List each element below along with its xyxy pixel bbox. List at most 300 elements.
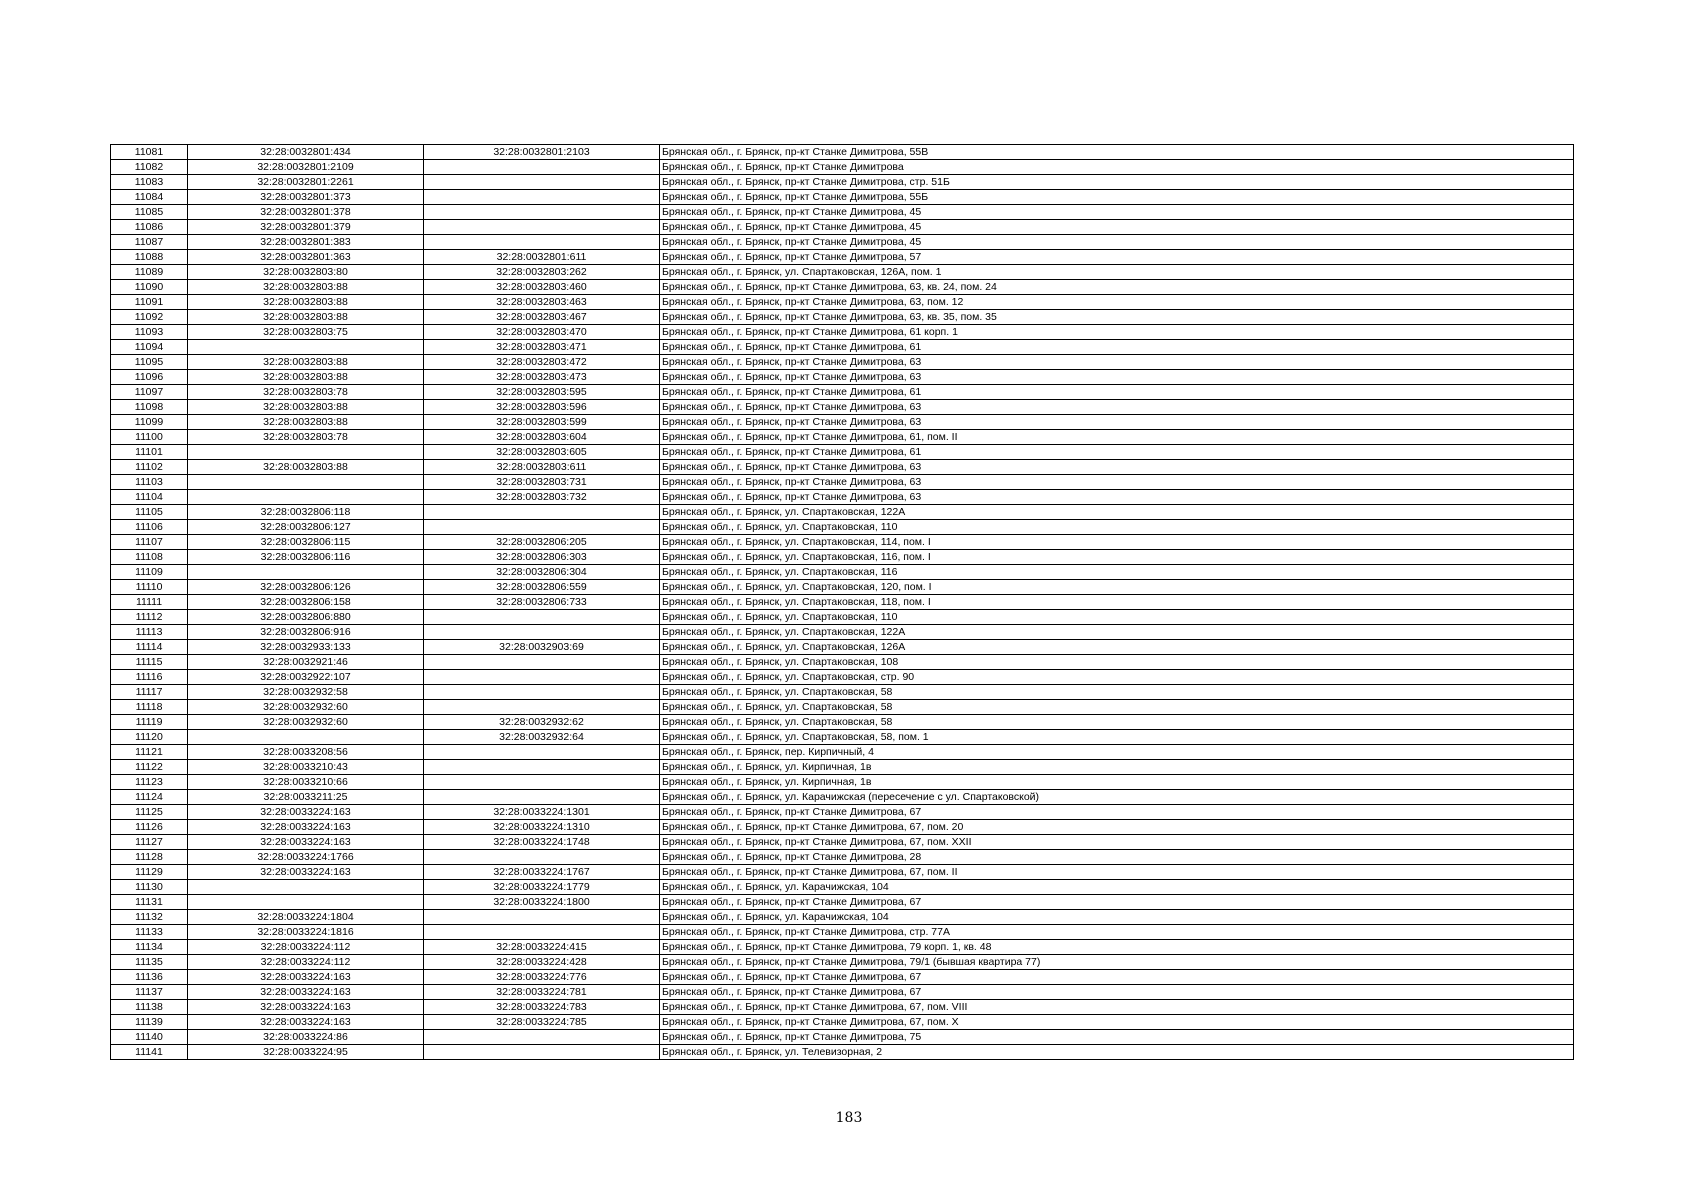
parcel-number-cell: 32:28:0033224:1766 (188, 850, 424, 865)
parcel-number-cell: 32:28:0033224:112 (188, 955, 424, 970)
parcel-number-cell (188, 475, 424, 490)
parcel-number-cell: 32:28:0033224:1816 (188, 925, 424, 940)
object-number-cell (424, 205, 660, 220)
address-cell: Брянская обл., г. Брянск, пр-кт Станке Димитрова, 28 (660, 850, 1574, 865)
object-number-cell: 32:28:0032803:467 (424, 310, 660, 325)
parcel-number-cell: 32:28:0032803:88 (188, 355, 424, 370)
table-row (111, 880, 1574, 895)
row-number-cell: 11086 (111, 220, 188, 235)
address-cell: Брянская обл., г. Брянск, пр-кт Станке Димитрова, 55В (660, 145, 1574, 160)
row-number-cell: 11091 (111, 295, 188, 310)
parcel-number-cell: 32:28:0032803:78 (188, 385, 424, 400)
parcel-number-cell (188, 880, 424, 895)
table-row (111, 700, 1574, 715)
parcel-number-cell: 32:28:0033210:43 (188, 760, 424, 775)
row-number-cell: 11100 (111, 430, 188, 445)
table-body (111, 145, 1574, 1060)
object-number-cell: 32:28:0033224:415 (424, 940, 660, 955)
address-cell: Брянская обл., г. Брянск, ул. Карачижская (пересечение с ул. Спартаковской) (660, 790, 1574, 805)
row-number-cell: 11114 (111, 640, 188, 655)
row-number-cell: 11095 (111, 355, 188, 370)
table-row (111, 340, 1574, 355)
object-number-cell: 32:28:0032806:733 (424, 595, 660, 610)
object-number-cell: 32:28:0033224:1748 (424, 835, 660, 850)
address-cell: Брянская обл., г. Брянск, ул. Спартаковская, 58 (660, 700, 1574, 715)
parcel-number-cell: 32:28:0032932:58 (188, 685, 424, 700)
object-number-cell (424, 925, 660, 940)
address-cell: Брянская обл., г. Брянск, пр-кт Станке Димитрова, 61 (660, 385, 1574, 400)
parcel-number-cell: 32:28:0032803:75 (188, 325, 424, 340)
table-row (111, 400, 1574, 415)
object-number-cell: 32:28:0032801:611 (424, 250, 660, 265)
table-row (111, 325, 1574, 340)
row-number-cell: 11097 (111, 385, 188, 400)
table-row (111, 1045, 1574, 1060)
row-number-cell: 11092 (111, 310, 188, 325)
parcel-number-cell: 32:28:0033224:163 (188, 805, 424, 820)
table-row (111, 745, 1574, 760)
table-row (111, 190, 1574, 205)
table-row (111, 385, 1574, 400)
parcel-number-cell: 32:28:0033224:163 (188, 1015, 424, 1030)
table-row (111, 145, 1574, 160)
address-cell: Брянская обл., г. Брянск, пр-кт Станке Димитрова, 67, пом. 20 (660, 820, 1574, 835)
row-number-cell: 11134 (111, 940, 188, 955)
table-row (111, 640, 1574, 655)
table-row (111, 310, 1574, 325)
object-number-cell (424, 775, 660, 790)
table-row (111, 205, 1574, 220)
parcel-number-cell: 32:28:0032806:880 (188, 610, 424, 625)
row-number-cell: 11122 (111, 760, 188, 775)
address-cell: Брянская обл., г. Брянск, ул. Кирпичная, 1в (660, 775, 1574, 790)
row-number-cell: 11124 (111, 790, 188, 805)
object-number-cell (424, 790, 660, 805)
row-number-cell: 11136 (111, 970, 188, 985)
address-cell: Брянская обл., г. Брянск, пр-кт Станке Димитрова, 79 корп. 1, кв. 48 (660, 940, 1574, 955)
parcel-number-cell: 32:28:0033210:66 (188, 775, 424, 790)
address-cell: Брянская обл., г. Брянск, пр-кт Станке Димитрова, 67, пом. VIII (660, 1000, 1574, 1015)
row-number-cell: 11105 (111, 505, 188, 520)
object-number-cell: 32:28:0033224:776 (424, 970, 660, 985)
table-row (111, 715, 1574, 730)
parcel-number-cell: 32:28:0033224:163 (188, 820, 424, 835)
address-cell: Брянская обл., г. Брянск, ул. Спартаковская, 58 (660, 685, 1574, 700)
table-row (111, 475, 1574, 490)
parcel-number-cell: 32:28:0032801:2109 (188, 160, 424, 175)
object-number-cell: 32:28:0033224:1301 (424, 805, 660, 820)
object-number-cell: 32:28:0032803:595 (424, 385, 660, 400)
object-number-cell: 32:28:0032803:731 (424, 475, 660, 490)
table-row (111, 250, 1574, 265)
address-cell: Брянская обл., г. Брянск, ул. Спартаковская, 114, пом. I (660, 535, 1574, 550)
address-cell: Брянская обл., г. Брянск, пр-кт Станке Димитрова, 61 (660, 445, 1574, 460)
object-number-cell: 32:28:0033224:1779 (424, 880, 660, 895)
parcel-number-cell: 32:28:0033224:86 (188, 1030, 424, 1045)
row-number-cell: 11133 (111, 925, 188, 940)
address-cell: Брянская обл., г. Брянск, пр-кт Станке Димитрова, стр. 77А (660, 925, 1574, 940)
row-number-cell: 11087 (111, 235, 188, 250)
parcel-number-cell: 32:28:0032803:88 (188, 370, 424, 385)
parcel-number-cell: 32:28:0033224:163 (188, 835, 424, 850)
table-row (111, 610, 1574, 625)
parcel-number-cell: 32:28:0033224:1804 (188, 910, 424, 925)
object-number-cell: 32:28:0033224:781 (424, 985, 660, 1000)
address-cell: Брянская обл., г. Брянск, ул. Спартаковская, 126А (660, 640, 1574, 655)
table-row (111, 355, 1574, 370)
address-cell: Брянская обл., г. Брянск, ул. Спартаковская, 110 (660, 610, 1574, 625)
object-number-cell: 32:28:0033224:428 (424, 955, 660, 970)
object-number-cell: 32:28:0032803:596 (424, 400, 660, 415)
parcel-number-cell: 32:28:0032801:379 (188, 220, 424, 235)
address-cell: Брянская обл., г. Брянск, пр-кт Станке Димитрова, 63 (660, 460, 1574, 475)
address-cell: Брянская обл., г. Брянск, ул. Спартаковская, 120, пом. I (660, 580, 1574, 595)
row-number-cell: 11137 (111, 985, 188, 1000)
parcel-number-cell (188, 565, 424, 580)
object-number-cell: 32:28:0032806:205 (424, 535, 660, 550)
table-row (111, 265, 1574, 280)
address-cell: Брянская обл., г. Брянск, пр-кт Станке Димитрова, 63 (660, 355, 1574, 370)
object-number-cell: 32:28:0032803:471 (424, 340, 660, 355)
parcel-number-cell (188, 490, 424, 505)
table-row (111, 565, 1574, 580)
address-cell: Брянская обл., г. Брянск, пр-кт Станке Димитрова, 67 (660, 970, 1574, 985)
row-number-cell: 11108 (111, 550, 188, 565)
object-number-cell: 32:28:0032803:599 (424, 415, 660, 430)
object-number-cell (424, 625, 660, 640)
object-number-cell (424, 235, 660, 250)
parcel-number-cell (188, 445, 424, 460)
address-cell: Брянская обл., г. Брянск, пр-кт Станке Димитрова, 45 (660, 220, 1574, 235)
object-number-cell: 32:28:0032806:303 (424, 550, 660, 565)
row-number-cell: 11098 (111, 400, 188, 415)
object-number-cell: 32:28:0032803:604 (424, 430, 660, 445)
object-number-cell (424, 760, 660, 775)
parcel-number-cell: 32:28:0032921:46 (188, 655, 424, 670)
row-number-cell: 11126 (111, 820, 188, 835)
object-number-cell: 32:28:0032803:472 (424, 355, 660, 370)
table-row (111, 670, 1574, 685)
address-cell: Брянская обл., г. Брянск, пр-кт Станке Димитрова, 61, пом. II (660, 430, 1574, 445)
row-number-cell: 11101 (111, 445, 188, 460)
table-row (111, 295, 1574, 310)
address-cell: Брянская обл., г. Брянск, пр-кт Станке Димитрова, 63 (660, 490, 1574, 505)
object-number-cell (424, 160, 660, 175)
address-cell: Брянская обл., г. Брянск, ул. Карачижская, 104 (660, 910, 1574, 925)
row-number-cell: 11140 (111, 1030, 188, 1045)
row-number-cell: 11109 (111, 565, 188, 580)
object-number-cell (424, 745, 660, 760)
table-row (111, 1030, 1574, 1045)
parcel-number-cell: 32:28:0033224:95 (188, 1045, 424, 1060)
parcel-number-cell: 32:28:0032932:60 (188, 700, 424, 715)
address-cell: Брянская обл., г. Брянск, пр-кт Станке Димитрова, 61 (660, 340, 1574, 355)
table-row (111, 595, 1574, 610)
page-number: 183 (835, 1110, 863, 1126)
row-number-cell: 11084 (111, 190, 188, 205)
parcel-number-cell: 32:28:0032801:378 (188, 205, 424, 220)
row-number-cell: 11090 (111, 280, 188, 295)
object-number-cell (424, 175, 660, 190)
parcel-number-cell: 32:28:0032803:88 (188, 400, 424, 415)
table-row (111, 235, 1574, 250)
parcel-number-cell: 32:28:0032803:88 (188, 415, 424, 430)
object-number-cell (424, 685, 660, 700)
row-number-cell: 11112 (111, 610, 188, 625)
parcel-number-cell: 32:28:0032801:2261 (188, 175, 424, 190)
address-cell: Брянская обл., г. Брянск, пр-кт Станке Димитрова, 63, пом. 12 (660, 295, 1574, 310)
row-number-cell: 11127 (111, 835, 188, 850)
table-row (111, 730, 1574, 745)
table-row (111, 625, 1574, 640)
table-row (111, 910, 1574, 925)
address-cell: Брянская обл., г. Брянск, пр-кт Станке Димитрова, 45 (660, 235, 1574, 250)
row-number-cell: 11120 (111, 730, 188, 745)
address-cell: Брянская обл., г. Брянск, пр-кт Станке Димитрова, 45 (660, 205, 1574, 220)
address-cell: Брянская обл., г. Брянск, ул. Спартаковская, 58 (660, 715, 1574, 730)
table-row (111, 805, 1574, 820)
address-cell: Брянская обл., г. Брянск, ул. Спартаковская, 122А (660, 505, 1574, 520)
row-number-cell: 11102 (111, 460, 188, 475)
parcel-number-cell: 32:28:0032803:88 (188, 310, 424, 325)
object-number-cell: 32:28:0032803:732 (424, 490, 660, 505)
address-cell: Брянская обл., г. Брянск, пр-кт Станке Димитрова, 57 (660, 250, 1574, 265)
parcel-number-cell: 32:28:0032932:60 (188, 715, 424, 730)
table-row (111, 835, 1574, 850)
parcel-number-cell: 32:28:0032806:916 (188, 625, 424, 640)
parcel-number-cell (188, 340, 424, 355)
object-number-cell (424, 610, 660, 625)
parcel-number-cell: 32:28:0033224:163 (188, 970, 424, 985)
address-cell: Брянская обл., г. Брянск, пр-кт Станке Димитрова, 63, кв. 35, пом. 35 (660, 310, 1574, 325)
address-cell: Брянская обл., г. Брянск, ул. Телевизорная, 2 (660, 1045, 1574, 1060)
object-number-cell: 32:28:0032932:62 (424, 715, 660, 730)
row-number-cell: 11116 (111, 670, 188, 685)
parcel-number-cell: 32:28:0032803:88 (188, 295, 424, 310)
table-row (111, 865, 1574, 880)
object-number-cell (424, 1030, 660, 1045)
row-number-cell: 11094 (111, 340, 188, 355)
table-row (111, 535, 1574, 550)
table-row (111, 220, 1574, 235)
object-number-cell: 32:28:0032932:64 (424, 730, 660, 745)
object-number-cell (424, 220, 660, 235)
parcel-number-cell (188, 895, 424, 910)
address-cell: Брянская обл., г. Брянск, пр-кт Станке Димитрова, 63 (660, 370, 1574, 385)
table-row (111, 970, 1574, 985)
object-number-cell (424, 505, 660, 520)
address-cell: Брянская обл., г. Брянск, пр-кт Станке Димитрова, 67 (660, 985, 1574, 1000)
address-cell: Брянская обл., г. Брянск, ул. Спартаковская, стр. 90 (660, 670, 1574, 685)
row-number-cell: 11103 (111, 475, 188, 490)
address-cell: Брянская обл., г. Брянск, пр-кт Станке Димитрова, 67 (660, 895, 1574, 910)
table-row (111, 460, 1574, 475)
parcel-number-cell: 32:28:0032803:80 (188, 265, 424, 280)
table-row (111, 490, 1574, 505)
table-row (111, 1015, 1574, 1030)
row-number-cell: 11106 (111, 520, 188, 535)
parcel-number-cell: 32:28:0032803:88 (188, 460, 424, 475)
address-cell: Брянская обл., г. Брянск, пр-кт Станке Димитрова, 75 (660, 1030, 1574, 1045)
address-cell: Брянская обл., г. Брянск, ул. Спартаковская, 118, пом. I (660, 595, 1574, 610)
table-row (111, 550, 1574, 565)
object-number-cell (424, 700, 660, 715)
object-number-cell: 32:28:0032803:473 (424, 370, 660, 385)
address-cell: Брянская обл., г. Брянск, ул. Спартаковская, 108 (660, 655, 1574, 670)
row-number-cell: 11139 (111, 1015, 188, 1030)
object-number-cell (424, 910, 660, 925)
address-cell: Брянская обл., г. Брянск, пр-кт Станке Димитрова, 67, пом. II (660, 865, 1574, 880)
row-number-cell: 11123 (111, 775, 188, 790)
table-row (111, 580, 1574, 595)
object-number-cell (424, 520, 660, 535)
object-number-cell: 32:28:0032903:69 (424, 640, 660, 655)
table-row (111, 415, 1574, 430)
address-cell: Брянская обл., г. Брянск, пр-кт Станке Димитрова, 55Б (660, 190, 1574, 205)
object-number-cell: 32:28:0033224:1800 (424, 895, 660, 910)
table-row (111, 895, 1574, 910)
object-number-cell: 32:28:0032803:262 (424, 265, 660, 280)
address-cell: Брянская обл., г. Брянск, ул. Спартаковская, 126А, пом. 1 (660, 265, 1574, 280)
address-cell: Брянская обл., г. Брянск, ул. Карачижская, 104 (660, 880, 1574, 895)
table-row (111, 775, 1574, 790)
table-row (111, 790, 1574, 805)
object-number-cell: 32:28:0032806:304 (424, 565, 660, 580)
table-row (111, 370, 1574, 385)
object-number-cell (424, 850, 660, 865)
table-row (111, 505, 1574, 520)
row-number-cell: 11135 (111, 955, 188, 970)
object-number-cell: 32:28:0032801:2103 (424, 145, 660, 160)
table-row (111, 985, 1574, 1000)
table-row (111, 925, 1574, 940)
table-row (111, 445, 1574, 460)
parcel-number-cell: 32:28:0032801:373 (188, 190, 424, 205)
address-cell: Брянская обл., г. Брянск, ул. Спартаковская, 122А (660, 625, 1574, 640)
address-cell: Брянская обл., г. Брянск, ул. Спартаковская, 116 (660, 565, 1574, 580)
row-number-cell: 11083 (111, 175, 188, 190)
address-cell: Брянская обл., г. Брянск, пр-кт Станке Димитрова, 61 корп. 1 (660, 325, 1574, 340)
address-cell: Брянская обл., г. Брянск, пр-кт Станке Димитрова, 67 (660, 805, 1574, 820)
parcel-number-cell: 32:28:0032803:88 (188, 280, 424, 295)
parcel-number-cell: 32:28:0032933:133 (188, 640, 424, 655)
object-number-cell: 32:28:0032803:460 (424, 280, 660, 295)
parcel-number-cell: 32:28:0033224:112 (188, 940, 424, 955)
parcel-number-cell: 32:28:0032922:107 (188, 670, 424, 685)
table-row (111, 760, 1574, 775)
table-row (111, 955, 1574, 970)
address-cell: Брянская обл., г. Брянск, пер. Кирпичный, 4 (660, 745, 1574, 760)
address-cell: Брянская обл., г. Брянск, пр-кт Станке Димитрова, стр. 51Б (660, 175, 1574, 190)
address-cell: Брянская обл., г. Брянск, пр-кт Станке Димитрова, 63 (660, 415, 1574, 430)
address-cell: Брянская обл., г. Брянск, пр-кт Станке Димитрова, 63 (660, 400, 1574, 415)
address-cell: Брянская обл., г. Брянск, пр-кт Станке Димитрова, 63, кв. 24, пом. 24 (660, 280, 1574, 295)
row-number-cell: 11138 (111, 1000, 188, 1015)
row-number-cell: 11093 (111, 325, 188, 340)
table-row (111, 280, 1574, 295)
row-number-cell: 11110 (111, 580, 188, 595)
table-row (111, 430, 1574, 445)
parcel-number-cell: 32:28:0032801:383 (188, 235, 424, 250)
row-number-cell: 11089 (111, 265, 188, 280)
row-number-cell: 11131 (111, 895, 188, 910)
row-number-cell: 11118 (111, 700, 188, 715)
row-number-cell: 11088 (111, 250, 188, 265)
address-cell: Брянская обл., г. Брянск, ул. Спартаковская, 116, пом. I (660, 550, 1574, 565)
row-number-cell: 11096 (111, 370, 188, 385)
row-number-cell: 11129 (111, 865, 188, 880)
row-number-cell: 11085 (111, 205, 188, 220)
row-number-cell: 11081 (111, 145, 188, 160)
row-number-cell: 11128 (111, 850, 188, 865)
object-number-cell: 32:28:0033224:1767 (424, 865, 660, 880)
table-row (111, 160, 1574, 175)
object-number-cell (424, 670, 660, 685)
row-number-cell: 11119 (111, 715, 188, 730)
object-number-cell: 32:28:0032803:463 (424, 295, 660, 310)
row-number-cell: 11130 (111, 880, 188, 895)
table-row (111, 520, 1574, 535)
row-number-cell: 11115 (111, 655, 188, 670)
object-number-cell: 32:28:0033224:783 (424, 1000, 660, 1015)
address-cell: Брянская обл., г. Брянск, ул. Кирпичная, 1в (660, 760, 1574, 775)
row-number-cell: 11099 (111, 415, 188, 430)
object-number-cell: 32:28:0032806:559 (424, 580, 660, 595)
row-number-cell: 11111 (111, 595, 188, 610)
parcel-number-cell: 32:28:0032806:115 (188, 535, 424, 550)
parcel-number-cell: 32:28:0033224:163 (188, 865, 424, 880)
row-number-cell: 11107 (111, 535, 188, 550)
row-number-cell: 11113 (111, 625, 188, 640)
parcel-number-cell: 32:28:0032801:363 (188, 250, 424, 265)
table-row (111, 820, 1574, 835)
row-number-cell: 11141 (111, 1045, 188, 1060)
table-row (111, 1000, 1574, 1015)
row-number-cell: 11125 (111, 805, 188, 820)
address-cell: Брянская обл., г. Брянск, пр-кт Станке Димитрова (660, 160, 1574, 175)
table-row (111, 940, 1574, 955)
parcel-number-cell: 32:28:0032801:434 (188, 145, 424, 160)
row-number-cell: 11082 (111, 160, 188, 175)
object-number-cell: 32:28:0033224:785 (424, 1015, 660, 1030)
object-number-cell: 32:28:0032803:470 (424, 325, 660, 340)
table-row (111, 850, 1574, 865)
parcel-number-cell: 32:28:0032803:78 (188, 430, 424, 445)
parcel-number-cell: 32:28:0032806:116 (188, 550, 424, 565)
parcel-number-cell: 32:28:0032806:126 (188, 580, 424, 595)
table-row (111, 655, 1574, 670)
address-cell: Брянская обл., г. Брянск, ул. Спартаковская, 58, пом. 1 (660, 730, 1574, 745)
table-row (111, 175, 1574, 190)
row-number-cell: 11117 (111, 685, 188, 700)
object-number-cell (424, 655, 660, 670)
object-number-cell: 32:28:0032803:611 (424, 460, 660, 475)
address-cell: Брянская обл., г. Брянск, пр-кт Станке Димитрова, 67, пом. X (660, 1015, 1574, 1030)
parcel-number-cell: 32:28:0032806:158 (188, 595, 424, 610)
parcel-number-cell (188, 730, 424, 745)
table-row (111, 685, 1574, 700)
object-number-cell (424, 190, 660, 205)
row-number-cell: 11132 (111, 910, 188, 925)
row-number-cell: 11121 (111, 745, 188, 760)
address-cell: Брянская обл., г. Брянск, пр-кт Станке Димитрова, 63 (660, 475, 1574, 490)
cadastral-table (110, 144, 1574, 1060)
parcel-number-cell: 32:28:0033211:25 (188, 790, 424, 805)
parcel-number-cell: 32:28:0032806:127 (188, 520, 424, 535)
object-number-cell: 32:28:0032803:605 (424, 445, 660, 460)
parcel-number-cell: 32:28:0033224:163 (188, 985, 424, 1000)
address-cell: Брянская обл., г. Брянск, ул. Спартаковская, 110 (660, 520, 1574, 535)
